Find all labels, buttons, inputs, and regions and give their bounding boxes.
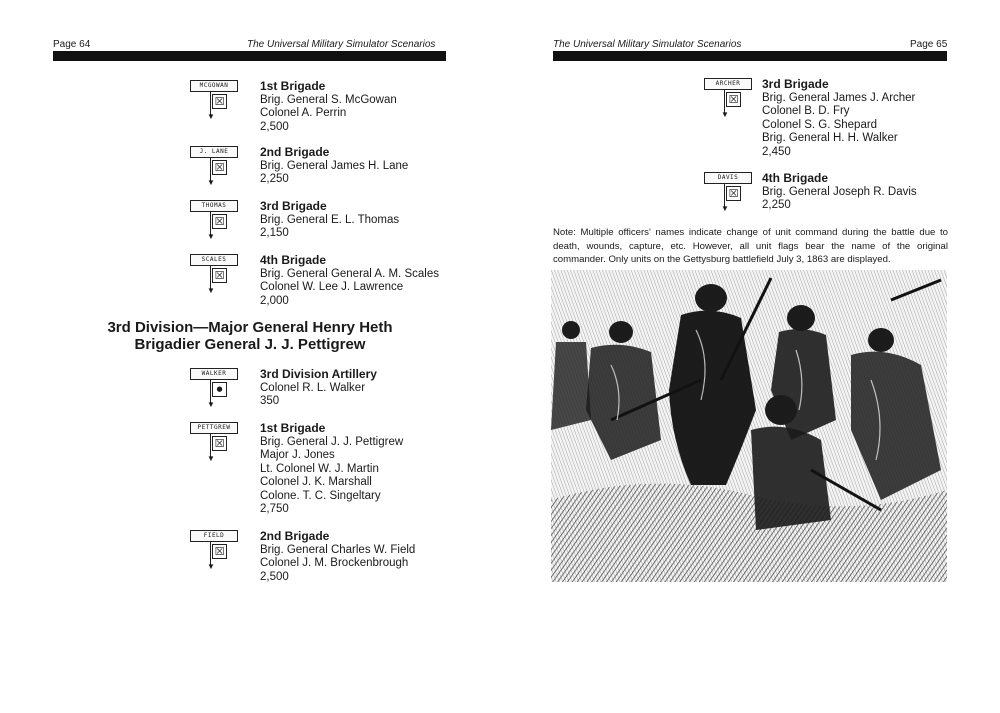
unit-flag: DAVIS (704, 172, 752, 184)
unit-symbol (704, 78, 752, 128)
unit-symbol (704, 172, 752, 222)
battle-engraving-image (551, 270, 947, 582)
unit-name: 3rd Brigade (762, 77, 829, 91)
unit-symbol (190, 254, 238, 304)
infantry-icon: ☒ (212, 94, 227, 109)
unit-symbol (190, 422, 238, 472)
unit-name: 3rd Division Artillery (260, 367, 377, 381)
unit-line: Brig. General E. L. Thomas (260, 213, 400, 226)
arrow-down-icon: ▼ (207, 178, 215, 187)
unit-strength: 2,500 (260, 120, 289, 133)
unit-name: 1st Brigade (260, 79, 326, 93)
unit-strength: 2,750 (260, 503, 289, 515)
right-page-header (500, 39, 1000, 51)
division-heading (60, 319, 440, 353)
arrow-down-icon: ▼ (207, 112, 215, 121)
arrow-down-icon: ▼ (721, 204, 729, 213)
unit-symbol (190, 200, 238, 250)
unit-line: Brig. General Joseph R. Davis (762, 185, 917, 198)
unit-symbol (190, 530, 238, 580)
artillery-icon: ● (212, 382, 227, 397)
unit-strength: 2,000 (260, 294, 289, 307)
unit-line: Brig. General H. H. Walker (762, 132, 898, 144)
unit-line: Major J. Jones (260, 449, 335, 461)
unit-line: Brig. General James J. Archer (762, 91, 916, 104)
unit-line: Colonel B. D. Fry (762, 105, 850, 117)
infantry-icon: ☒ (212, 160, 227, 175)
unit-symbol (190, 146, 238, 196)
unit-flag: MCGOWAN (190, 80, 238, 92)
unit-line: Colone. T. C. Singeltary (260, 489, 381, 502)
left-page-header (0, 39, 500, 51)
unit-line: Colonel S. G. Shepard (762, 118, 878, 131)
unit-flag: WALKER (190, 368, 238, 380)
unit-flag: SCALES (190, 254, 238, 266)
infantry-icon: ☒ (212, 214, 227, 229)
unit-name: 4th Brigade (260, 253, 327, 267)
unit-flag: J. LANE (190, 146, 238, 158)
unit-strength: 2,500 (260, 570, 289, 583)
unit-symbol (190, 80, 238, 130)
arrow-down-icon: ▼ (207, 400, 215, 409)
unit-strength: 2,450 (762, 145, 791, 158)
right-page (500, 0, 1000, 713)
header-rule (553, 51, 947, 61)
unit-strength: 350 (260, 395, 280, 407)
unit-flag: THOMAS (190, 200, 238, 212)
unit-line: Brig. General S. McGowan (260, 93, 397, 106)
infantry-icon: ☒ (726, 92, 741, 107)
engraving-illustration (551, 270, 947, 582)
unit-line: Colonel J. K. Marshall (260, 476, 372, 488)
unit-name: 4th Brigade (762, 171, 829, 185)
division-subtitle: Brigadier General J. J. Pettigrew (134, 336, 366, 353)
unit-symbol (190, 368, 238, 418)
infantry-icon: ☒ (212, 436, 227, 451)
unit-strength: 2,250 (260, 173, 289, 185)
running-header-title: The Universal Military Simulator Scenarios (247, 39, 436, 50)
unit-line: Brig. General General A. M. Scales (260, 267, 439, 280)
arrow-down-icon: ▼ (207, 286, 215, 295)
unit-name: 2nd Brigade (260, 145, 330, 159)
unit-strength: 2,250 (762, 199, 791, 211)
unit-line: Brig. General J. J. Pettigrew (260, 435, 404, 448)
unit-line: Colonel W. Lee J. Lawrence (260, 281, 404, 293)
header-rule (53, 51, 446, 61)
unit-flag: ARCHER (704, 78, 752, 90)
unit-line: Lt. Colonel W. J. Martin (260, 462, 379, 475)
division-title: 3rd Division—Major General Henry Heth (107, 319, 393, 336)
unit-line: Colonel J. M. Brockenbrough (260, 557, 409, 569)
unit-name: 3rd Brigade (260, 199, 327, 213)
infantry-icon: ☒ (212, 544, 227, 559)
page-number: Page 65 (910, 39, 948, 50)
running-header-title: The Universal Military Simulator Scenarios (553, 39, 742, 50)
unit-strength: 2,150 (260, 227, 289, 239)
unit-name: 1st Brigade (260, 421, 326, 435)
footnote: Note: Multiple officers' names indicate change of unit command during the battle due to death, wounds, capture, etc. However, all unit flags bear the name of the original commander. Only units on the Gettysburg battlefield July 3, 1863 are displayed. (553, 227, 948, 265)
infantry-icon: ☒ (212, 268, 227, 283)
arrow-down-icon: ▼ (207, 562, 215, 571)
infantry-icon: ☒ (726, 186, 741, 201)
page-number: Page 64 (53, 39, 91, 50)
arrow-down-icon: ▼ (207, 232, 215, 241)
unit-line: Colonel R. L. Walker (260, 381, 366, 394)
arrow-down-icon: ▼ (207, 454, 215, 463)
unit-line: Brig. General James H. Lane (260, 159, 409, 172)
unit-flag: FIELD (190, 530, 238, 542)
unit-flag: PETTGREW (190, 422, 238, 434)
unit-name: 2nd Brigade (260, 529, 330, 543)
unit-line: Brig. General Charles W. Field (260, 543, 416, 556)
arrow-down-icon: ▼ (721, 110, 729, 119)
unit-line: Colonel A. Perrin (260, 107, 347, 119)
